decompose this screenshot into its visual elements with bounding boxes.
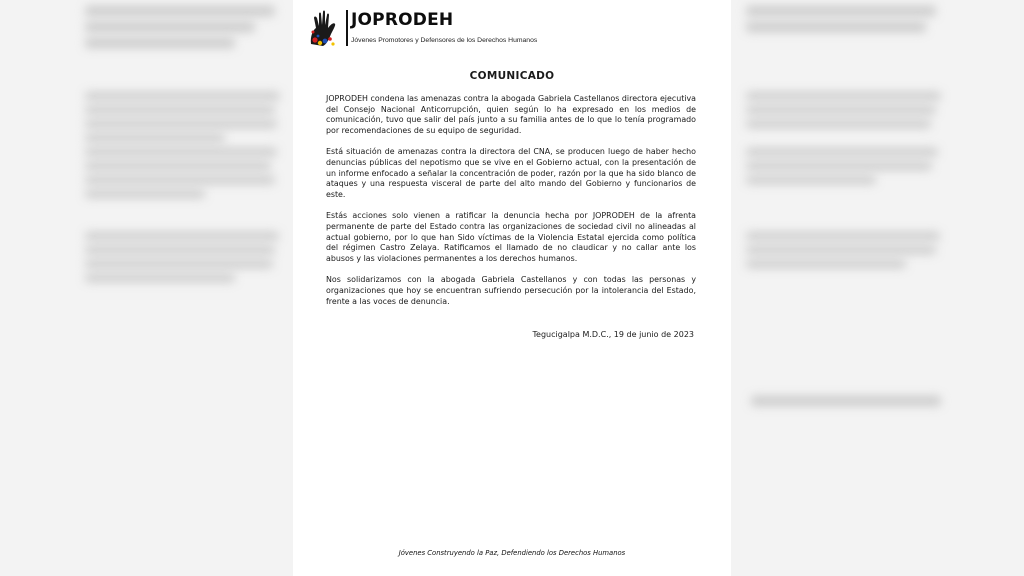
- handprint-logo-icon: [307, 8, 343, 48]
- paragraph-4: Nos solidarizamos con la abogada Gabriela Castellanos y con todas las personas y organizaciones que hoy se encuentran sufriendo persecución por la intolerancia del Estado, frente a las voces de denuncia.: [326, 275, 696, 306]
- date-line: Tegucigalpa M.D.C., 19 de junio de 2023: [532, 330, 694, 339]
- document-title: COMUNICADO: [469, 70, 555, 82]
- paragraph-2: Está situación de amenazas contra la directora del CNA, se producen luego de haber hecho denuncias públicas del nepotismo que se vive en el Gobierno actual, con la presentación de un informe enfocado a señalar la concentración de poder, razón por la que ha sido blanco de ataques y una respuesta visceral de parte del alto mando del Gobierno y funcionarios de este.: [326, 147, 696, 199]
- org-tagline: Jóvenes Promotores y Defensores de los Derechos Humanos: [351, 37, 538, 44]
- paragraph-3: Estás acciones solo vienen a ratificar la denuncia hecha por JOPRODEH de la afrenta permanente de parte del Estado contra las organizaciones de sociedad civil no alineadas al actual gobierno, por lo que han Sido víctimas de la Violencia Estatal ejercida como política del régimen Castro Zelaya. Ratificamos el llamado de no claudicar y no callar ante los abusos y las violaciones permanentes a los derechos humanos.: [326, 211, 696, 263]
- footer-motto: Jóvenes Construyendo la Paz, Defendiendo los Derechos Humanos: [398, 549, 626, 557]
- document-page: [293, 0, 731, 576]
- document-body: [326, 94, 696, 318]
- paragraph-1: JOPRODEH condena las amenazas contra la abogada Gabriela Castellanos directora ejecutiva del Consejo Nacional Anticorrupción, quien según lo ha expresado en los medios de comunicación, tuvo que salir del país junto a su familia antes de lo que lo tenía programado por recomendaciones de su equipo de seguridad.: [326, 94, 696, 135]
- org-name: JOPRODEH: [351, 10, 454, 30]
- blurred-background-right: [731, 0, 1024, 576]
- logo-divider: [346, 10, 348, 46]
- blurred-background-left: [0, 0, 293, 576]
